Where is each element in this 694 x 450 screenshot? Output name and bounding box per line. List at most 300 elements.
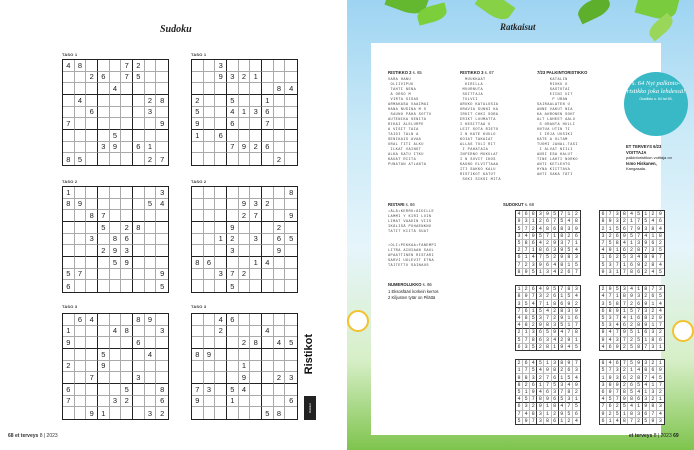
sudoku-cell: 9 — [239, 142, 251, 154]
solution-cell: 5 — [643, 218, 650, 225]
solution-cell: 3 — [614, 374, 621, 381]
solution-cell: 5 — [537, 308, 544, 315]
solution-cell: 8 — [636, 374, 643, 381]
leaf-decoration — [646, 13, 676, 42]
sudoku-cell — [110, 384, 122, 396]
solution-cell: 9 — [516, 218, 523, 225]
sudoku-cell — [215, 153, 227, 165]
solution-cell: 9 — [657, 367, 664, 374]
solution-cell: 8 — [614, 240, 621, 247]
sudoku-cell — [110, 95, 122, 107]
sudoku-cell — [98, 130, 110, 142]
sudoku-cell — [204, 222, 216, 234]
sudoku-cell — [121, 95, 133, 107]
solution-cell: 4 — [657, 262, 664, 269]
solution-cell: 8 — [636, 247, 643, 254]
sudoku-cell: 7 — [262, 118, 274, 130]
section-ref: s. 66 — [405, 202, 415, 207]
solution-cell: 5 — [530, 269, 537, 275]
sudoku-cell — [215, 142, 227, 154]
sudoku-cell: 3 — [156, 326, 168, 338]
solution-cell: 7 — [530, 396, 537, 403]
solution-cell: 2 — [516, 360, 523, 367]
sudoku-cell: 8 — [274, 407, 286, 419]
solution-cell: 7 — [566, 403, 573, 410]
solution-cell: 4 — [516, 396, 523, 403]
solution-cell: 5 — [600, 315, 607, 322]
sudoku-cell — [98, 396, 110, 408]
solution-cell: 6 — [552, 293, 559, 300]
sudoku-cell — [227, 60, 239, 72]
solution-cell: 9 — [628, 293, 635, 300]
sudoku-cell: 7 — [75, 269, 87, 281]
sudoku-cell: 3 — [250, 199, 262, 211]
sudoku-cell — [110, 361, 122, 373]
sudoku-cell — [215, 107, 227, 119]
solution-cell: 9 — [636, 262, 643, 269]
solution-cell: 3 — [614, 337, 621, 344]
sudoku-cell — [121, 280, 133, 292]
sudoku-grid — [191, 313, 298, 420]
sudoku-cell — [145, 384, 157, 396]
solution-cell: 9 — [614, 308, 621, 315]
solution-cell: 4 — [600, 344, 607, 350]
sudoku-cell — [110, 372, 122, 384]
solution-cell: 9 — [657, 315, 664, 322]
solution-cell: 7 — [614, 262, 621, 269]
solution-cell: 3 — [600, 300, 607, 307]
section-label: NUMEROLUKKO — [388, 282, 422, 287]
solution-cell: 5 — [552, 286, 559, 293]
solution-cell: 8 — [636, 322, 643, 329]
solution-cell: 9 — [530, 389, 537, 396]
solution-cell: 8 — [628, 396, 635, 403]
sudoku-cell — [250, 130, 262, 142]
sudoku-cell — [133, 107, 145, 119]
solution-cell: 5 — [566, 374, 573, 381]
solution-cell: 5 — [530, 315, 537, 322]
solution-cell: 8 — [650, 337, 657, 344]
solution-cell: 2 — [566, 418, 573, 424]
solution-cell: 3 — [537, 211, 544, 218]
sudoku-cell: 5 — [63, 269, 75, 281]
solution-cell: 1 — [530, 247, 537, 254]
solution-cell: 4 — [657, 411, 664, 418]
sudoku-cell — [227, 326, 239, 338]
sudoku-cell — [75, 83, 87, 95]
section-numerolukko — [388, 282, 432, 287]
solution-cell: 3 — [650, 329, 657, 336]
sudoku-cell — [274, 269, 286, 281]
solution-cell: 6 — [537, 337, 544, 344]
sudoku-cell — [239, 326, 251, 338]
solution-cell: 4 — [537, 286, 544, 293]
sudoku-cell — [156, 314, 168, 326]
solution-cell: 8 — [636, 344, 643, 350]
section-ristikko2 — [388, 70, 422, 75]
sudoku-cell — [262, 72, 274, 84]
sudoku-cell — [121, 349, 133, 361]
sudoku-cell — [262, 187, 274, 199]
solution-cell: 4 — [559, 403, 566, 410]
sudoku-cell: 5 — [192, 107, 204, 119]
solution-cell: 8 — [600, 360, 607, 367]
solution-cell: 8 — [628, 411, 635, 418]
solution-cell: 8 — [621, 418, 628, 424]
solution-cell: 7 — [621, 337, 628, 344]
section-sudokut — [503, 202, 534, 207]
ristari-solution: •ÄLÄ•KERRO•ÄIDILLE LAMMI Y KIRI LUIN LIMAT VAADIN VIIS IKÄLISÄ PUHAENKNU TATIT KIITÄ SUAT — [388, 210, 435, 234]
solution-cell: 6 — [643, 411, 650, 418]
sudoku-cell — [110, 349, 122, 361]
sudoku-cell — [274, 361, 286, 373]
sudoku-cell — [145, 337, 157, 349]
solution-cell: 4 — [614, 322, 621, 329]
sudoku-cell — [192, 210, 204, 222]
solution-cell: 8 — [657, 233, 664, 240]
sudoku-cell: 2 — [274, 222, 286, 234]
sudoku-cell — [156, 337, 168, 349]
solution-cell: 9 — [537, 403, 544, 410]
solution-cell: 8 — [650, 262, 657, 269]
solution-cell: 7 — [607, 211, 614, 218]
solution-cell: 2 — [544, 240, 551, 247]
solution-cell: 2 — [600, 286, 607, 293]
solution-cell: 5 — [621, 403, 628, 410]
solution-cell: 2 — [657, 240, 664, 247]
solution-cell: 5 — [573, 403, 580, 410]
solution-cell: 2 — [530, 225, 537, 232]
sudoku-cell — [145, 187, 157, 199]
sudoku-solution-grid — [515, 359, 581, 425]
sudoku-cell — [215, 210, 227, 222]
sudoku-cell: 8 — [110, 234, 122, 246]
sudoku-cell — [86, 95, 98, 107]
section-ref: s. 68 — [524, 202, 534, 207]
solution-cell: 7 — [559, 286, 566, 293]
sudoku-cell — [145, 130, 157, 142]
solution-cell: 4 — [552, 337, 559, 344]
sudoku-cell — [239, 60, 251, 72]
sudoku-cell — [133, 396, 145, 408]
solution-cell: 6 — [566, 269, 573, 275]
sudoku-cell — [204, 245, 216, 257]
solution-cell: 4 — [566, 344, 573, 350]
solution-cell: 7 — [559, 389, 566, 396]
sudoku-cell — [121, 269, 133, 281]
sudoku-cell — [192, 72, 204, 84]
sudoku-cell — [192, 280, 204, 292]
solution-cell: 2 — [552, 411, 559, 418]
solution-cell: 3 — [621, 286, 628, 293]
solution-cell: 9 — [643, 240, 650, 247]
solution-cell: 6 — [657, 218, 664, 225]
solution-cell: 2 — [573, 211, 580, 218]
solution-cell: 6 — [607, 403, 614, 410]
solution-cell: 9 — [573, 308, 580, 315]
sudoku-cell — [262, 153, 274, 165]
sudoku-cell — [145, 210, 157, 222]
sudoku-cell — [274, 142, 286, 154]
solution-cell: 3 — [537, 418, 544, 424]
sudoku-cell — [145, 60, 157, 72]
sudoku-cell: 9 — [156, 269, 168, 281]
sudoku-cell — [204, 269, 216, 281]
sudoku-cell — [86, 269, 98, 281]
sudoku-cell: 4 — [239, 384, 251, 396]
solution-cell: 5 — [523, 396, 530, 403]
sudoku-cell — [285, 384, 297, 396]
sudoku-cell — [192, 234, 204, 246]
solution-cell: 7 — [607, 293, 614, 300]
sudoku-cell — [227, 199, 239, 211]
solution-cell: 2 — [544, 293, 551, 300]
solution-cell: 3 — [523, 344, 530, 350]
solution-cell: 4 — [544, 308, 551, 315]
solution-cell: 7 — [537, 254, 544, 261]
solution-cell: 2 — [552, 254, 559, 261]
solution-cell: 9 — [573, 382, 580, 389]
solution-cell: 5 — [628, 329, 635, 336]
sudoku-cell — [75, 130, 87, 142]
solution-cell: 2 — [628, 322, 635, 329]
sudoku-cell — [75, 384, 87, 396]
sudoku-cell: 2 — [160, 408, 165, 418]
sudoku-cell — [239, 280, 251, 292]
sudoku-cell — [285, 95, 297, 107]
sudoku-cell — [75, 337, 87, 349]
sudoku-cell — [285, 349, 297, 361]
solution-cell: 6 — [573, 411, 580, 418]
sudoku-cell — [274, 280, 286, 292]
solution-cell: 1 — [628, 315, 635, 322]
solution-cell: 1 — [530, 308, 537, 315]
sudoku-cell — [98, 384, 110, 396]
solution-cell: 4 — [657, 225, 664, 232]
sudoku-cell: 5 — [98, 349, 110, 361]
solution-cell: 1 — [530, 218, 537, 225]
solution-cell: 2 — [628, 374, 635, 381]
sudoku-cell — [156, 210, 168, 222]
solution-cell: 5 — [530, 367, 537, 374]
sudoku-cell — [262, 280, 274, 292]
solution-cell: 8 — [559, 262, 566, 269]
solution-cell: 5 — [657, 247, 664, 254]
sudoku-cell — [63, 83, 75, 95]
solution-cell: 4 — [657, 308, 664, 315]
sudoku-cell — [133, 384, 145, 396]
sudoku-cell — [110, 153, 122, 165]
sudoku-cell — [192, 314, 204, 326]
solution-cell: 2 — [614, 403, 621, 410]
sudoku-cell — [250, 314, 262, 326]
solution-cell: 4 — [636, 254, 643, 261]
promo-badge — [624, 72, 688, 136]
solution-cell: 7 — [614, 396, 621, 403]
sudoku-cell — [133, 153, 145, 165]
sudoku-cell — [285, 142, 297, 154]
sudoku-cell: 3 — [145, 407, 157, 419]
sudoku-cell — [110, 118, 122, 130]
solution-cell: 8 — [607, 382, 614, 389]
solution-cell: 8 — [516, 382, 523, 389]
crossword-solution: VARA HANU OLIIVIPUU TAHTI NENA A ORSO M VIRTA SISAS ARMAKASA VAAIMAI HANA NUSINA M S SAUNO PÄHÄ SOTTU AUTENIKA SENITA RIKAI ALELURPE A VISIT TAIA TAIDI TALN A SENIKAIS AVAA URAL TITI ALKU ILKAT VAINOT ALKA SATU ITKU KAUAT RIITA PUNATAN ATLANTA — [388, 78, 432, 167]
solution-cell: 8 — [544, 225, 551, 232]
solution-cell: 9 — [657, 211, 664, 218]
solution-cell: 9 — [566, 360, 573, 367]
solution-cell: 2 — [650, 396, 657, 403]
solution-cell: 1 — [657, 360, 664, 367]
sudoku-cell: 3 — [227, 245, 239, 257]
solution-cell: 7 — [607, 367, 614, 374]
sudoku-cell: 5 — [227, 280, 239, 292]
sudoku-cell — [204, 314, 216, 326]
solution-cell: 3 — [573, 367, 580, 374]
solution-cell: 2 — [516, 247, 523, 254]
sudoku-cell — [192, 361, 204, 373]
solution-cell: 9 — [566, 300, 573, 307]
sudoku-cell — [192, 187, 204, 199]
solution-cell: 1 — [559, 374, 566, 381]
solution-cell: 8 — [523, 374, 530, 381]
sudoku-solution-grid — [515, 285, 581, 351]
solution-cell: 1 — [658, 343, 662, 350]
sudoku-cell — [204, 210, 216, 222]
solution-cell: 9 — [607, 218, 614, 225]
solution-cell: 5 — [559, 322, 566, 329]
solution-cell: 6 — [643, 329, 650, 336]
solution-cell: 3 — [607, 269, 614, 275]
sudoku-cell: 4 — [63, 60, 75, 72]
solution-cell: 8 — [573, 329, 580, 336]
solution-cell: 9 — [607, 247, 614, 254]
solution-cell: 3 — [516, 233, 523, 240]
sudoku-cell — [86, 337, 98, 349]
sudoku-cell: 5 — [145, 199, 157, 211]
solution-cell: 4 — [600, 396, 607, 403]
sudoku-cell — [204, 199, 216, 211]
sudoku-cell — [98, 326, 110, 338]
sudoku-cell: 8 — [133, 222, 145, 234]
sudoku-cell — [110, 337, 122, 349]
solution-cell: 5 — [559, 218, 566, 225]
sudoku-cell — [285, 280, 297, 292]
sudoku-cell: 8 — [75, 60, 87, 72]
sudoku-cell — [227, 83, 239, 95]
sudoku-cell — [262, 222, 274, 234]
sudoku-cell — [239, 153, 251, 165]
solution-cell: 1 — [537, 382, 544, 389]
sudoku-cell: 5 — [285, 234, 297, 246]
solution-cell: 5 — [636, 382, 643, 389]
solution-cell: 1 — [607, 225, 614, 232]
sudoku-cell: 8 — [250, 337, 262, 349]
level-label: TASO 2 — [62, 179, 78, 184]
sudoku-cell — [250, 222, 262, 234]
solution-cell: 8 — [537, 396, 544, 403]
sudoku-grid — [62, 313, 169, 420]
sudoku-cell — [145, 245, 157, 257]
sudoku-cell — [204, 72, 216, 84]
sudoku-cell: 4 — [262, 257, 274, 269]
sudoku-cell — [98, 187, 110, 199]
sudoku-cell — [274, 72, 286, 84]
sudoku-cell: 4 — [75, 95, 87, 107]
solution-cell: 1 — [621, 308, 628, 315]
solution-cell: 7 — [516, 262, 523, 269]
solution-cell: 5 — [607, 300, 614, 307]
solution-cell: 7 — [530, 293, 537, 300]
solution-cell: 6 — [573, 315, 580, 322]
solution-cell: 2 — [523, 286, 530, 293]
sudoku-cell — [98, 337, 110, 349]
solution-cell: 1 — [544, 360, 551, 367]
sudoku-cell: 2 — [121, 396, 133, 408]
solution-cell: 8 — [559, 308, 566, 315]
solution-cell: 9 — [523, 293, 530, 300]
solution-cell: 3 — [607, 322, 614, 329]
solution-cell: 2 — [643, 293, 650, 300]
solution-cell: 4 — [530, 300, 537, 307]
section-ref: s. 65 — [412, 70, 422, 75]
solution-cell: 9 — [559, 247, 566, 254]
sudoku-cell — [285, 245, 297, 257]
solution-cell: 2 — [530, 403, 537, 410]
sudoku-cell — [98, 199, 110, 211]
sudoku-cell: 1 — [239, 107, 251, 119]
sudoku-cell — [215, 83, 227, 95]
sudoku-cell — [250, 372, 262, 384]
solution-cell: 2 — [628, 300, 635, 307]
solution-cell: 2 — [559, 337, 566, 344]
solution-cell: 9 — [650, 254, 657, 261]
solution-cell: 8 — [559, 225, 566, 232]
solution-cell: 3 — [600, 382, 607, 389]
solution-cell: 7 — [544, 374, 551, 381]
solution-cell: 1 — [643, 337, 650, 344]
sudoku-cell: 8 — [86, 210, 98, 222]
sudoku-cell — [285, 314, 297, 326]
sudoku-cell — [239, 130, 251, 142]
solution-cell: 2 — [530, 322, 537, 329]
solution-cell: 2 — [636, 418, 643, 424]
solution-cell: 3 — [552, 360, 559, 367]
solution-cell: 2 — [643, 262, 650, 269]
sudoku-cell — [285, 107, 297, 119]
solution-cell: 3 — [643, 396, 650, 403]
solution-cell: 4 — [566, 382, 573, 389]
sudoku-cell — [285, 60, 297, 72]
sudoku-cell — [156, 257, 168, 269]
sudoku-cell — [121, 210, 133, 222]
solution-cell: 8 — [552, 367, 559, 374]
sudoku-cell: 3 — [133, 372, 145, 384]
sudoku-cell — [75, 326, 87, 338]
sudoku-cell — [274, 349, 286, 361]
solution-cell: 4 — [657, 300, 664, 307]
solution-cell: 8 — [614, 300, 621, 307]
sudoku-cell — [215, 349, 227, 361]
sudoku-cell — [239, 234, 251, 246]
sudoku-cell: 4 — [262, 326, 274, 338]
sudoku-cell — [262, 384, 274, 396]
sudoku-cell: 7 — [192, 384, 204, 396]
solution-cell: 5 — [544, 329, 551, 336]
solution-cell: 6 — [600, 308, 607, 315]
sudoku-cell — [274, 396, 286, 408]
solution-cell: 3 — [523, 218, 530, 225]
solution-cell: 1 — [636, 329, 643, 336]
